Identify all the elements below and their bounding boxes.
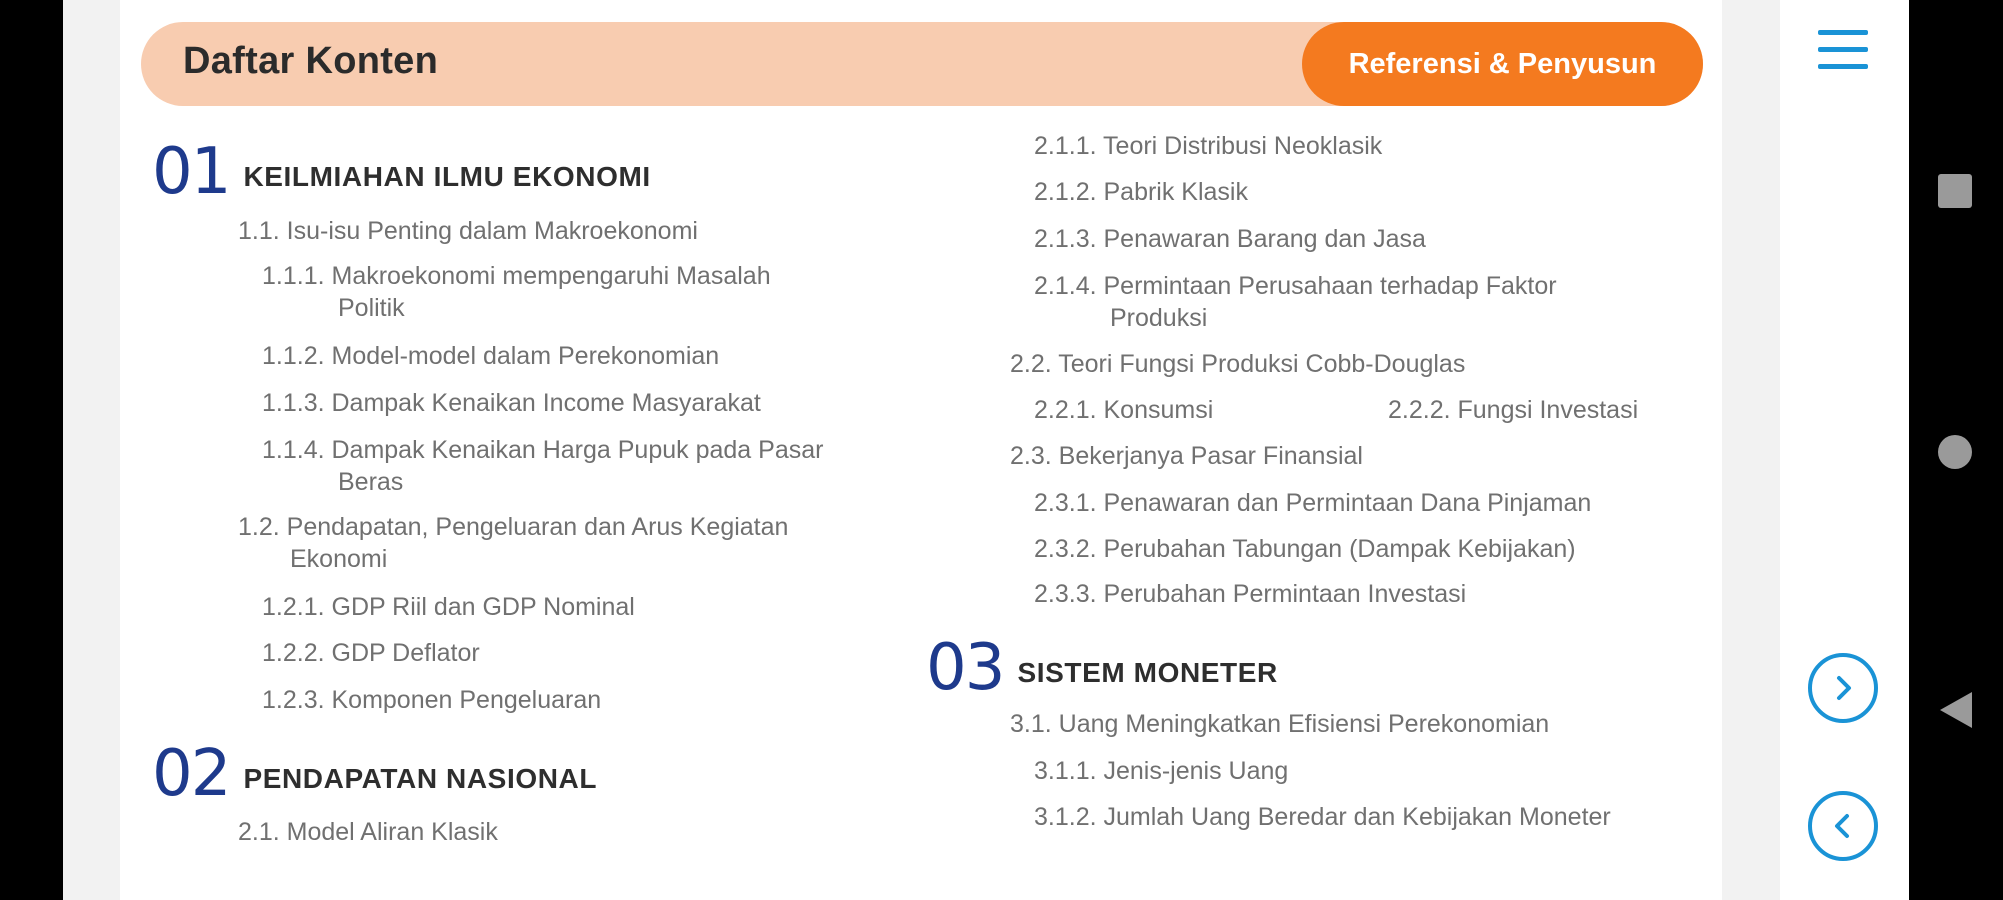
toc-item-2-3-1[interactable]: 2.3.1. Penawaran dan Permintaan Dana Pinjaman xyxy=(1034,489,1592,517)
toc-item-2-1-1[interactable]: 2.1.1. Teori Distribusi Neoklasik xyxy=(1034,132,1383,160)
toc-item-1-2-3[interactable]: 1.2.3. Komponen Pengeluaran xyxy=(262,686,602,714)
toc-item-2-1-4[interactable]: 2.1.4. Permintaan Perusahaan terhadap Faktor Produksi xyxy=(1034,272,1557,332)
toc-item-1-1-2[interactable]: 1.1.2. Model-model dalam Perekonomian xyxy=(262,342,720,370)
toc-item-2-1[interactable]: 2.1. Model Aliran Klasik xyxy=(238,818,498,846)
page-title: Daftar Konten xyxy=(183,40,439,82)
toc-item-2-2-2[interactable]: 2.2.2. Fungsi Investasi xyxy=(1388,396,1639,424)
chapter-2-heading[interactable] xyxy=(152,737,598,811)
toc-item-3-1-1[interactable]: 3.1.1. Jenis-jenis Uang xyxy=(1034,757,1289,785)
left-screen-edge xyxy=(0,0,63,900)
chapter-3-heading[interactable] xyxy=(926,631,1278,705)
toc-item-3-1[interactable]: 3.1. Uang Meningkatkan Efisiensi Perekonomian xyxy=(1010,710,1550,738)
chevron-right-icon[interactable] xyxy=(1808,653,1878,723)
references-button[interactable]: Referensi & Penyusun xyxy=(1302,22,1703,106)
toc-item-1-1-3[interactable]: 1.1.3. Dampak Kenaikan Income Masyarakat xyxy=(262,389,761,417)
toc-item-2-3[interactable]: 2.3. Bekerjanya Pasar Finansial xyxy=(1010,442,1363,470)
toc-item-2-1-3[interactable]: 2.1.3. Penawaran Barang dan Jasa xyxy=(1034,225,1426,253)
chapter-title: PENDAPATAN NASIONAL xyxy=(243,763,598,794)
chapter-1-heading[interactable] xyxy=(152,135,651,209)
chevron-left-icon[interactable] xyxy=(1808,791,1878,861)
chapter-title: KEILMIAHAN ILMU EKONOMI xyxy=(243,161,651,192)
toc-item-1-1[interactable]: 1.1. Isu-isu Penting dalam Makroekonomi xyxy=(238,217,698,245)
chapter-number: 02 xyxy=(152,737,230,811)
triangle-back-icon[interactable] xyxy=(1938,690,1974,730)
toc-item-1-2[interactable]: 1.2. Pendapatan, Pengeluaran dan Arus Kegiatan Ekonomi xyxy=(238,513,789,573)
toc-item-2-3-2[interactable]: 2.3.2. Perubahan Tabungan (Dampak Kebijakan) xyxy=(1034,535,1576,563)
toc-item-2-2[interactable]: 2.2. Teori Fungsi Produksi Cobb-Douglas xyxy=(1010,350,1466,378)
hamburger-menu-icon[interactable] xyxy=(1818,30,1868,74)
chapter-number: 03 xyxy=(926,631,1004,705)
toc-item-2-1-2[interactable]: 2.1.2. Pabrik Klasik xyxy=(1034,178,1248,206)
circle-home-icon[interactable] xyxy=(1938,435,1972,469)
chapter-title: SISTEM MONETER xyxy=(1017,657,1278,688)
toc-item-2-3-3[interactable]: 2.3.3. Perubahan Permintaan Investasi xyxy=(1034,580,1467,608)
toc-item-1-2-1[interactable]: 1.2.1. GDP Riil dan GDP Nominal xyxy=(262,593,635,621)
chapter-number: 01 xyxy=(152,135,230,209)
toc-item-1-1-1[interactable]: 1.1.1. Makroekonomi mempengaruhi Masalah Politik xyxy=(262,262,771,322)
square-recents-icon[interactable] xyxy=(1938,174,1972,208)
toc-item-1-1-4[interactable]: 1.1.4. Dampak Kenaikan Harga Pupuk pada Pasar Beras xyxy=(262,436,824,496)
toc-item-2-2-1[interactable]: 2.2.1. Konsumsi xyxy=(1034,396,1214,424)
toc-item-3-1-2[interactable]: 3.1.2. Jumlah Uang Beredar dan Kebijakan Moneter xyxy=(1034,803,1611,831)
toc-item-1-2-2[interactable]: 1.2.2. GDP Deflator xyxy=(262,639,480,667)
navigation-panel xyxy=(1780,0,1909,900)
